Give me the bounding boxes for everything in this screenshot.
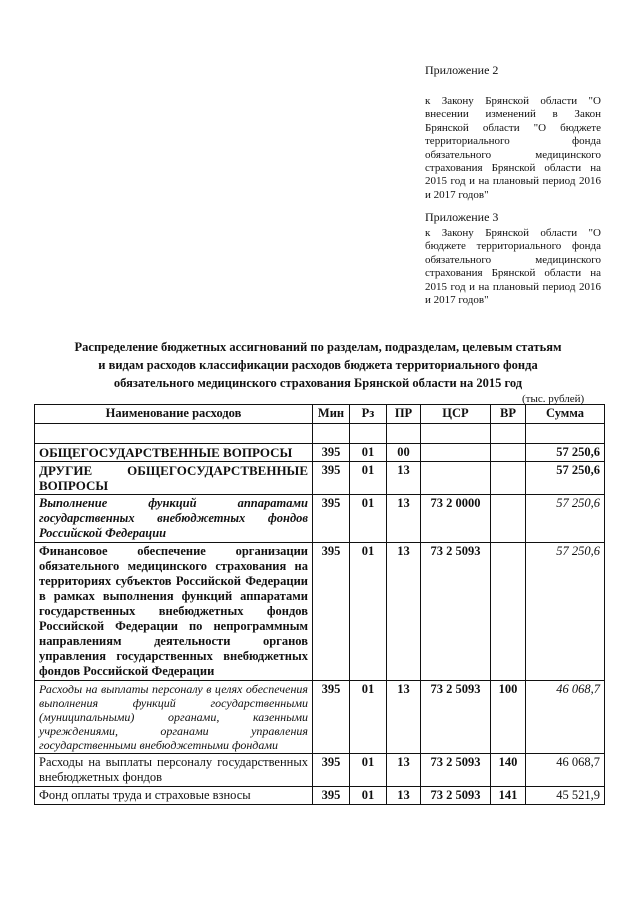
row-csr: 73 2 5093	[421, 787, 491, 805]
row-sum: 46 068,7	[526, 681, 605, 754]
budget-table	[34, 404, 605, 805]
row-pr: 13	[387, 543, 421, 681]
row-csr: 73 2 5093	[421, 681, 491, 754]
table-row	[35, 444, 605, 462]
row-vr: 140	[491, 754, 526, 787]
table-spacer-row	[35, 424, 605, 444]
row-name: Выполнение функций аппаратами государственных внебюджетных фондов Российской Федерации	[35, 495, 313, 543]
row-name: ДРУГИЕ ОБЩЕГОСУДАРСТВЕННЫЕ ВОПРОСЫ	[35, 462, 313, 495]
row-name: ОБЩЕГОСУДАРСТВЕННЫЕ ВОПРОСЫ	[35, 444, 313, 462]
row-min: 395	[313, 444, 350, 462]
row-sum: 46 068,7	[526, 754, 605, 787]
row-vr	[491, 462, 526, 495]
row-csr: 73 2 0000	[421, 495, 491, 543]
row-pr: 13	[387, 754, 421, 787]
table-row	[35, 462, 605, 495]
document-title-line-1: Распределение бюджетных ассигнований по разделам, подразделам, целевым статьям	[74, 340, 562, 354]
row-rz: 01	[350, 444, 387, 462]
row-pr: 13	[387, 787, 421, 805]
row-sum: 57 250,6	[526, 444, 605, 462]
row-rz: 01	[350, 754, 387, 787]
row-vr	[491, 495, 526, 543]
document-title-line-2: и видам расходов классификации расходов бюджета территориального фонда	[98, 358, 538, 372]
table-header-row	[35, 405, 605, 424]
row-csr	[421, 444, 491, 462]
row-min: 395	[313, 787, 350, 805]
header-pr: ПР	[387, 405, 421, 424]
appendix-sub-text: к Закону Брянской области "О бюджете территориального фонда обязательного медицинского страхования Брянской области на 2015 год и на плановый период 2016 и 2017 годов"	[425, 227, 601, 307]
row-rz: 01	[350, 787, 387, 805]
row-min: 395	[313, 754, 350, 787]
row-csr: 73 2 5093	[421, 543, 491, 681]
table-row	[35, 787, 605, 805]
row-csr	[421, 462, 491, 495]
row-sum: 45 521,9	[526, 787, 605, 805]
row-pr: 00	[387, 444, 421, 462]
row-min: 395	[313, 681, 350, 754]
appendix-text: к Закону Брянской области "О внесении изменений в Закон Брянской области "О бюджете территориального фонда обязательного медицинского страхования Брянской области на 2015 год и на плановый период 2016 и 2017 годов"	[425, 95, 601, 201]
row-csr: 73 2 5093	[421, 754, 491, 787]
header-min: Мин	[313, 405, 350, 424]
row-min: 395	[313, 495, 350, 543]
row-rz: 01	[350, 543, 387, 681]
row-name: Расходы на выплаты персоналу в целях обеспечения выполнения функций государственными (муниципальными) органами, казенными учреждениями, органами управления государственными внебюджетными фондами	[35, 681, 313, 754]
row-pr: 13	[387, 681, 421, 754]
row-min: 395	[313, 543, 350, 681]
row-sum: 57 250,6	[526, 495, 605, 543]
row-pr: 13	[387, 462, 421, 495]
appendix-title: Приложение 2	[425, 63, 499, 77]
table-row	[35, 495, 605, 543]
header-vr: ВР	[491, 405, 526, 424]
row-vr	[491, 543, 526, 681]
row-min: 395	[313, 462, 350, 495]
row-pr: 13	[387, 495, 421, 543]
row-name: Фонд оплаты труда и страховые взносы	[35, 787, 313, 805]
row-vr: 141	[491, 787, 526, 805]
row-rz: 01	[350, 495, 387, 543]
row-sum: 57 250,6	[526, 543, 605, 681]
row-name: Расходы на выплаты персоналу государственных внебюджетных фондов	[35, 754, 313, 787]
header-sum: Сумма	[526, 405, 605, 424]
header-csr: ЦСР	[421, 405, 491, 424]
row-rz: 01	[350, 462, 387, 495]
table-row	[35, 543, 605, 681]
table-row	[35, 754, 605, 787]
row-name: Финансовое обеспечение организации обязательного медицинского страхования на территориях субъектов Российской Федерации в рамках выполнения функций аппаратами государственных внебюджетных фондов Российской Федерации по непрограммным направлениям деятельности органов управления государственных внебюджетных фондов Российской Федерации	[35, 543, 313, 681]
row-vr	[491, 444, 526, 462]
row-rz: 01	[350, 681, 387, 754]
document-title-line-3: обязательного медицинского страхования Брянской области на 2015 год	[113, 376, 523, 390]
units-label: (тыс. рублей)	[522, 393, 585, 405]
document-title	[48, 338, 588, 392]
header-name: Наименование расходов	[35, 405, 313, 424]
appendix-sub-title: Приложение 3	[425, 210, 499, 224]
row-sum: 57 250,6	[526, 462, 605, 495]
row-vr: 100	[491, 681, 526, 754]
header-rz: Рз	[350, 405, 387, 424]
table-row	[35, 681, 605, 754]
